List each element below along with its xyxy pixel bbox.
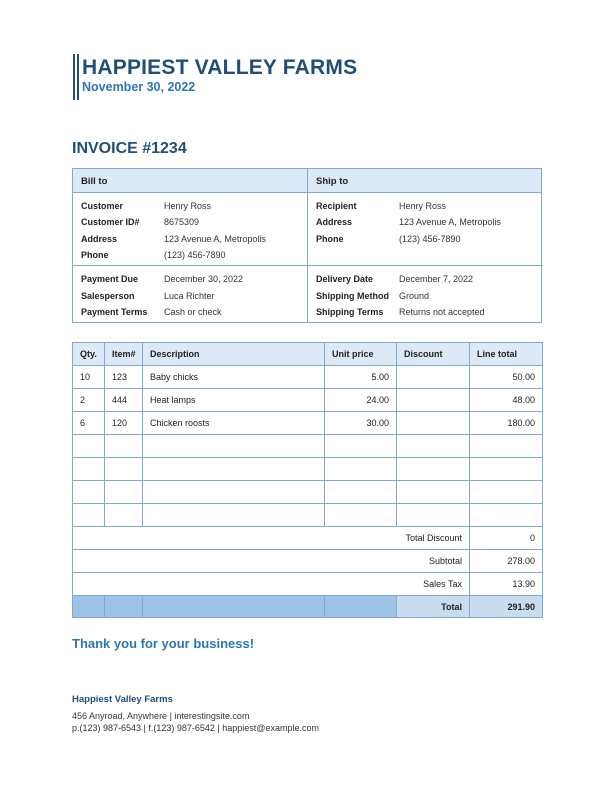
cell-unit-price: 24.00 [325, 389, 397, 412]
field-value: Ground [399, 291, 430, 301]
cell-item [105, 458, 143, 481]
field-label: Customer ID# [81, 217, 140, 227]
cell-item [105, 481, 143, 504]
cell-unit-price [325, 504, 397, 527]
summary-value: 0 [470, 527, 543, 550]
billing-shipping-box [72, 168, 542, 323]
cell-qty: 6 [73, 412, 105, 435]
cell-line-total [470, 481, 543, 504]
accent-bar [73, 54, 75, 100]
bill-to-column [73, 169, 308, 322]
summary-label: Subtotal [73, 550, 470, 573]
cell-line-total [470, 435, 543, 458]
total-blank-cell [105, 596, 143, 618]
table-row [73, 435, 543, 458]
cell-line-total [470, 458, 543, 481]
table-row [73, 412, 543, 435]
cell-description: Baby chicks [143, 366, 325, 389]
cell-item: 120 [105, 412, 143, 435]
cell-item: 123 [105, 366, 143, 389]
summary-row-total-discount [73, 527, 543, 550]
cell-line-total [470, 504, 543, 527]
field-label: Recipient [316, 201, 357, 211]
footer-contact: p.(123) 987-6543 | f.(123) 987-6542 | happiest@example.com [72, 723, 319, 733]
summary-label: Total Discount [73, 527, 470, 550]
field-label: Address [316, 217, 353, 227]
total-label: Total [397, 596, 470, 618]
total-blank-cell [325, 596, 397, 618]
summary-row-sales-tax [73, 573, 543, 596]
thank-you-message: Thank you for your business! [72, 636, 255, 651]
cell-unit-price [325, 435, 397, 458]
summary-value: 278.00 [470, 550, 543, 573]
field-label: Phone [316, 234, 344, 244]
column-header-line-total: Line total [470, 343, 543, 366]
cell-line-total: 50.00 [470, 366, 543, 389]
cell-discount [397, 435, 470, 458]
company-title: HAPPIEST VALLEY FARMS [82, 56, 358, 79]
total-blank-cell [143, 596, 325, 618]
cell-unit-price: 5.00 [325, 366, 397, 389]
cell-description [143, 504, 325, 527]
field-value: Cash or check [164, 307, 222, 317]
field-label: Customer [81, 201, 124, 211]
cell-qty [73, 504, 105, 527]
cell-line-total: 48.00 [470, 389, 543, 412]
field-value: (123) 456-7890 [164, 250, 226, 260]
field-value: Henry Ross [164, 201, 212, 211]
field-value: 123 Avenue A, Metropolis [164, 234, 266, 244]
field-label: Payment Due [81, 274, 139, 284]
column-header-qty: Qty. [73, 343, 105, 366]
summary-value: 13.90 [470, 573, 543, 596]
total-row [73, 596, 543, 618]
cell-item [105, 504, 143, 527]
field-value: 8675309 [164, 217, 200, 227]
cell-unit-price [325, 458, 397, 481]
invoice-title: INVOICE #1234 [72, 140, 187, 157]
table-header-row [73, 343, 543, 366]
cell-qty [73, 481, 105, 504]
field-value: December 7, 2022 [399, 274, 474, 284]
cell-description [143, 435, 325, 458]
cell-item: 444 [105, 389, 143, 412]
total-value: 291.90 [470, 596, 543, 618]
table-row [73, 389, 543, 412]
cell-unit-price: 30.00 [325, 412, 397, 435]
cell-unit-price [325, 481, 397, 504]
cell-qty [73, 458, 105, 481]
column-header-item: Item# [105, 343, 143, 366]
field-value: December 30, 2022 [164, 274, 244, 284]
cell-discount [397, 366, 470, 389]
invoice-date: November 30, 2022 [82, 80, 196, 94]
table-row [73, 481, 543, 504]
field-label: Phone [81, 250, 109, 260]
field-value: (123) 456-7890 [399, 234, 461, 244]
bill-to-heading: Bill to [73, 169, 307, 193]
field-value: 123 Avenue A, Metropolis [399, 217, 501, 227]
field-value: Luca Richter [164, 291, 215, 301]
cell-discount [397, 458, 470, 481]
field-label: Salesperson [81, 291, 135, 301]
field-label: Shipping Method [316, 291, 389, 301]
table-row [73, 504, 543, 527]
cell-discount [397, 412, 470, 435]
cell-description [143, 481, 325, 504]
ship-to-heading: Ship to [308, 169, 541, 193]
cell-description: Heat lamps [143, 389, 325, 412]
footer-address: 456 Anyroad, Anywhere | interestingsite.com [72, 711, 250, 721]
cell-description [143, 458, 325, 481]
cell-qty [73, 435, 105, 458]
ship-to-column [308, 169, 541, 322]
cell-item [105, 435, 143, 458]
field-label: Payment Terms [81, 307, 148, 317]
cell-description: Chicken roosts [143, 412, 325, 435]
field-value: Returns not accepted [399, 307, 485, 317]
field-value: Henry Ross [399, 201, 447, 211]
cell-line-total: 180.00 [470, 412, 543, 435]
header-accent-bars [73, 54, 79, 100]
table-row [73, 458, 543, 481]
field-label: Address [81, 234, 118, 244]
cell-qty: 2 [73, 389, 105, 412]
field-label: Delivery Date [316, 274, 374, 284]
cell-discount [397, 504, 470, 527]
column-header-discount: Discount [397, 343, 470, 366]
table-row [73, 366, 543, 389]
column-header-unit-price: Unit price [325, 343, 397, 366]
summary-row-subtotal [73, 550, 543, 573]
footer-company-name: Happiest Valley Farms [72, 694, 173, 705]
line-items-table [72, 342, 543, 618]
field-label: Shipping Terms [316, 307, 384, 317]
cell-discount [397, 481, 470, 504]
total-blank-cell [73, 596, 105, 618]
cell-qty: 10 [73, 366, 105, 389]
cell-discount [397, 389, 470, 412]
accent-bar [77, 54, 79, 100]
summary-label: Sales Tax [73, 573, 470, 596]
section-divider [73, 265, 543, 266]
column-header-description: Description [143, 343, 325, 366]
